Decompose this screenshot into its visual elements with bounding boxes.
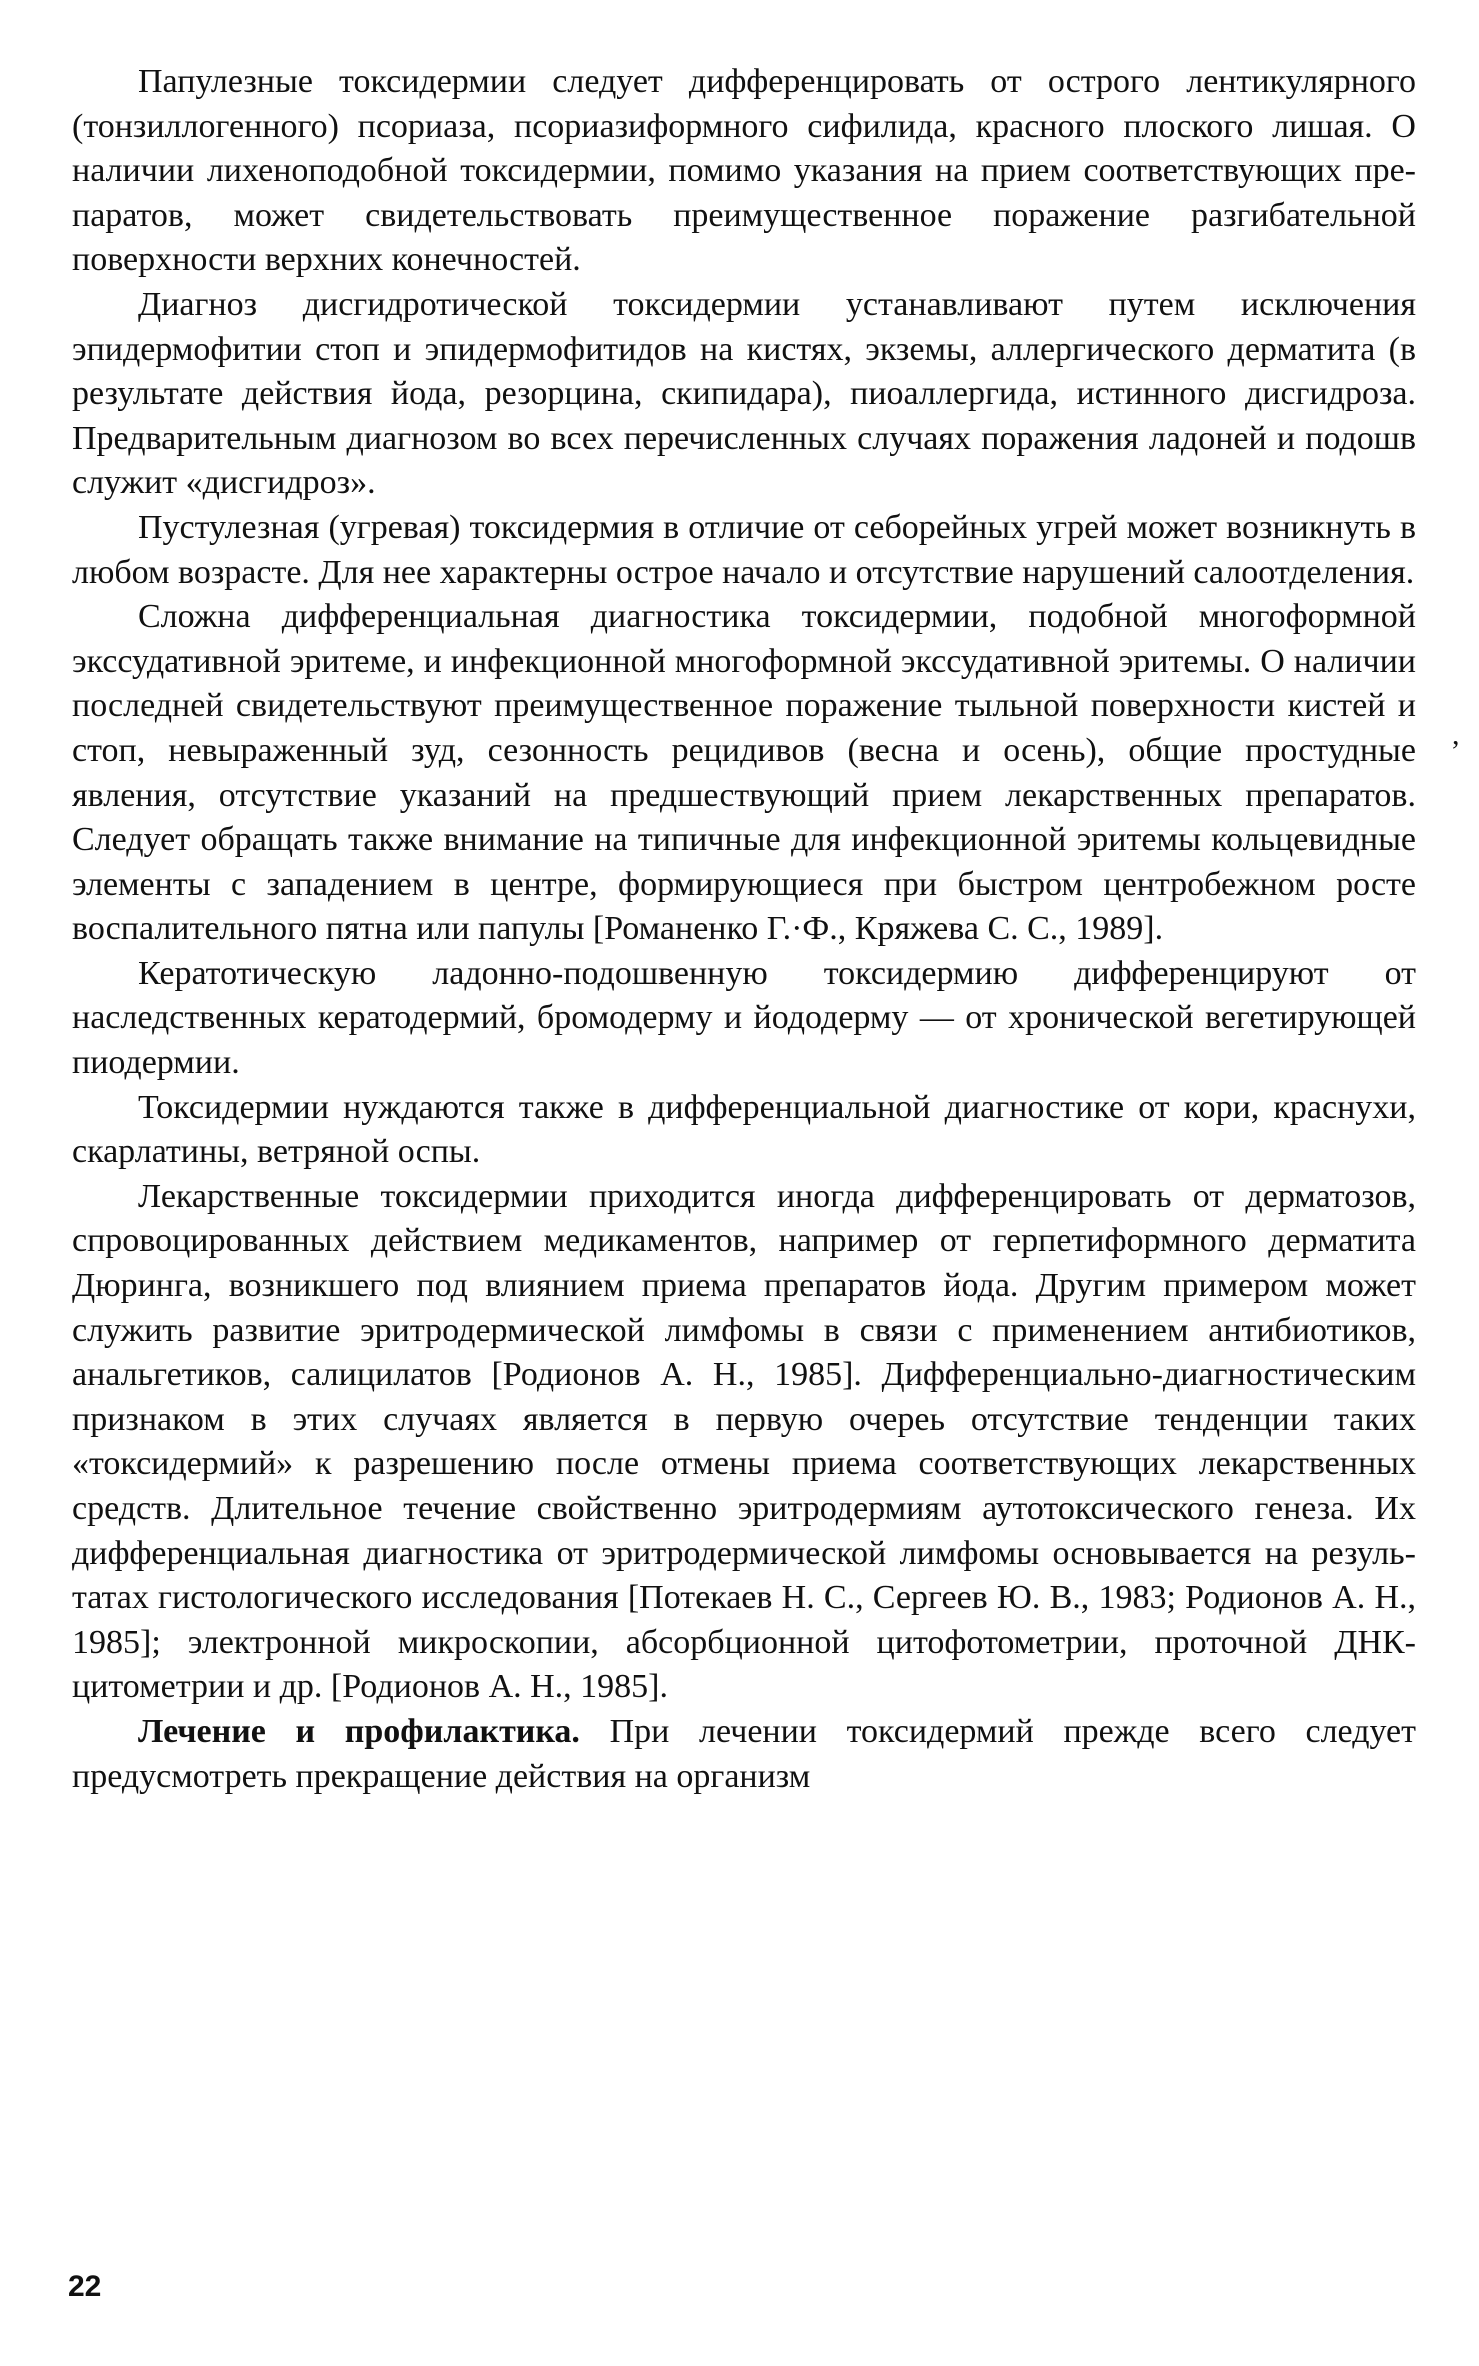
paragraph: Сложна дифференциальная диагностика токсидермии, подобной многоформной экссудативной эритеме, и инфекционной многоформной экссудативной эритемы. О наличии последней свидетельствуют преимущественное поражение тыльной поверхности кистей и стоп, невыраженный зуд, сезонность рецидивов (весна и осень), общие простудные явления, отсутствие указаний на предшествующий прием лекарственных препаратов. Следует обращать также внимание на типичные для инфекционной эритемы кольцевидные элементы с западением в центре, формирующиеся при быстром центробежном росте воспалительного пятна или папулы [Романенко Г.·Ф., Кряжева С. С., 1989].: [72, 598, 1416, 948]
paragraph-text: При лечении токсидермий прежде всего следует предусмотреть прекращение действия на организм: [72, 1712, 1416, 1795]
margin-mark: ,: [1452, 718, 1460, 751]
paragraph: Диагноз дисгидротической токсидермии устанавливают путем исключения эпидермофитии стоп и эпидермофитидов на кистях, экземы, аллергического дерматита (в результате действия йода, резорцина, скипидара), пиоаллергида, истинного дисгидроза. Предварительным диагнозом во всех перечисленных случаях поражения ладоней и подошв служит «дисгидроз».: [72, 285, 1416, 502]
paragraph: Папулезные токсидермии следует дифференцировать от острого лентикулярного (тонзиллогенного) псориаза, псориазиформного сифилида, красного плоского лишая. О наличии лихеноподобной токсидермии, помимо указания на прием соответствующих препаратов, может свидетельствовать преимущественное поражение разгибательной поверхности верхних конечностей.: [72, 63, 1416, 279]
section-heading: Лечение и профилактика.: [138, 1712, 580, 1750]
paragraph: Лекарственные токсидермии приходится иногда дифференцировать от дерматозов, спровоцированных действием медикаментов, например от герпетиформного дерматита Дюринга, возникшего под влиянием приема препаратов йода. Другим примером может служить развитие эритродермической лимфомы в связи с применением антибиотиков, анальгетиков, салицилатов [Родионов А. Н., 1985]. Дифференциально-диагностическим признаком в этих случаях является в первую очереь отсутствие тенденции таких «токсидермий» к разрешению после отмены приема соответствующих лекарственных средств. Длительное течение свойственно эритродермиям аутотоксического генеза. Их дифференциальная диагностика от эритродермической лимфомы основывается на результатах гистологического исследования [Потекаев Н. С., Сергеев Ю. В., 1983; Родионов А. Н., 1985]; электронной микроскопии, абсорбционной цитофотометрии, проточной ДНК-цитометрии и др. [Родионов А. Н., 1985].: [72, 1177, 1416, 1706]
paragraph: Пустулезная (угревая) токсидермия в отличие от себорейных угрей может возникнуть в любом возрасте. Для нее характерны острое начало и отсутствие нарушений салоотделения.: [72, 508, 1416, 591]
paragraph: Токсидермии нуждаются также в дифференциальной диагностике от кори, краснухи, скарлатины, ветряной оспы.: [72, 1088, 1416, 1171]
page-number: 22: [68, 2270, 102, 2303]
paragraph-treatment: [72, 1710, 1416, 1799]
paragraph: Кератотическую ладонно-подошвенную токсидермию дифференцируют от наследственных кератодермий, бромодерму и йододерму — от хронической вегетирующей пиодермии.: [72, 954, 1416, 1082]
document-page: [72, 60, 1416, 1799]
